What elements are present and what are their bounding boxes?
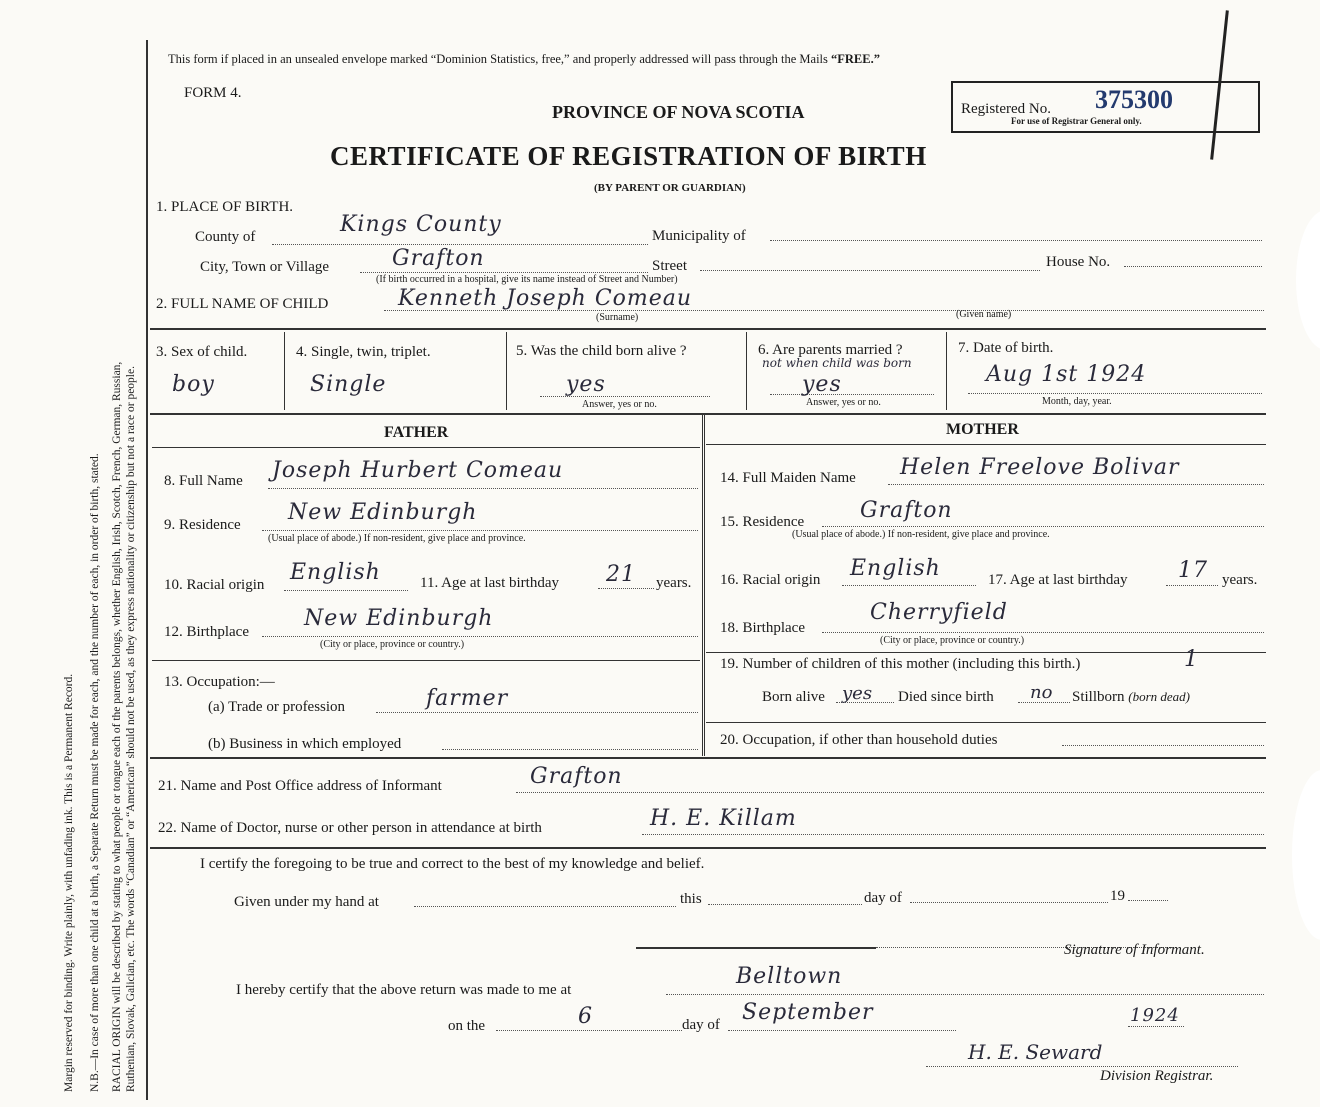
col-div-1 — [284, 332, 285, 410]
mother-children-label: 19. Number of children of this mother (including this birth.) — [720, 656, 1081, 672]
mother-birthplace-value: Cherryfield — [870, 600, 1008, 625]
registered-number: 375300 — [1095, 85, 1173, 114]
sex-label: 3. Sex of child. — [156, 344, 248, 360]
date-label: 7. Date of birth. — [958, 340, 1054, 356]
father-age-label: 11. Age at last birthday — [420, 575, 559, 591]
page-subtitle: (BY PARENT OR GUARDIAN) — [594, 182, 746, 194]
married-label: 6. Are parents married ? — [758, 342, 903, 358]
street-label: Street — [652, 258, 687, 274]
registrar-place-line — [666, 994, 1264, 995]
doctor-line — [642, 834, 1264, 835]
mother-age-line — [1166, 585, 1218, 586]
stillborn-note: (born dead) — [1128, 689, 1191, 704]
year-prefix: 19 — [1110, 888, 1125, 904]
margin-note-multiple-births: N.B.—In case of more than one child at a birth, a Separate Return must be made for each, and the number of each, in order of birth, stated. — [89, 453, 101, 1092]
city-value: Grafton — [392, 246, 485, 271]
county-line — [272, 244, 648, 245]
given-place-line — [414, 906, 676, 907]
father-trade-value: farmer — [426, 686, 509, 711]
father-occupation-label: 13. Occupation:— — [164, 674, 275, 690]
father-residence-note: (Usual place of abode.) If non-resident, give place and province. — [268, 533, 526, 544]
day-of2-label: day of — [682, 1017, 720, 1033]
child-name-label: 2. FULL NAME OF CHILD — [156, 296, 329, 312]
given-label: Given under my hand at — [234, 894, 379, 910]
stillborn-label: Stillborn (born dead) — [1072, 689, 1191, 705]
this-label: this — [680, 891, 702, 907]
mother-residence-note: (Usual place of abode.) If non-resident, give place and province. — [792, 529, 1050, 540]
registrar-year-value: 1924 — [1130, 1005, 1180, 1026]
alive-note: Answer, yes or no. — [582, 399, 657, 410]
born-alive-value: yes — [842, 683, 873, 704]
mail-notice: This form if placed in an unsealed envelope marked “Dominion Statistics, free,” and properly addressed will pass through the Mails “FREE.” — [168, 52, 880, 66]
mother-residence-value: Grafton — [860, 498, 953, 523]
father-birthplace-label: 12. Birthplace — [164, 624, 249, 640]
father-trade-line — [376, 712, 698, 713]
father-residence-label: 9. Residence — [164, 517, 241, 533]
father-birthplace-note: (City or place, province or country.) — [320, 639, 465, 650]
registrar-place-value: Belltown — [736, 964, 843, 989]
father-business-label: (b) Business in which employed — [208, 736, 402, 752]
edge-notch-top — [1296, 210, 1320, 350]
mother-birthplace-label: 18. Birthplace — [720, 620, 805, 636]
mother-age-value: 17 — [1178, 558, 1208, 583]
surname-note: (Surname) — [596, 312, 639, 323]
father-business-line — [442, 749, 698, 750]
married-remark: not when child was born — [762, 356, 912, 370]
mother-occupation-line — [1062, 745, 1264, 746]
registrar-text: I hereby certify that the above return was made to me at — [236, 982, 572, 998]
city-line — [360, 272, 648, 273]
mother-race-value: English — [850, 556, 941, 581]
col-div-2 — [506, 332, 507, 410]
married-value: yes — [802, 372, 842, 397]
father-heading: FATHER — [384, 424, 449, 441]
house-line — [1124, 266, 1262, 267]
mother-occupation-rule — [706, 722, 1266, 723]
mother-race-label: 16. Racial origin — [720, 572, 821, 588]
father-trade-label: (a) Trade or profession — [208, 699, 346, 715]
day-of-label: day of — [864, 890, 902, 906]
on-the-label: on the — [448, 1018, 486, 1034]
house-label: House No. — [1046, 254, 1111, 270]
married-note: Answer, yes or no. — [806, 397, 881, 408]
father-birthplace-line — [262, 636, 698, 637]
registered-label: Registered No. — [961, 101, 1051, 117]
mother-residence-label: 15. Residence — [720, 514, 805, 530]
registrar-title: Division Registrar. — [1100, 1068, 1214, 1084]
alive-value: yes — [566, 372, 606, 397]
registrar-month-value: September — [742, 1000, 874, 1025]
registrar-year-line — [1128, 1026, 1184, 1027]
place-of-birth-label: 1. PLACE OF BIRTH. — [156, 199, 294, 215]
margin-note-binding: Margin reserved for binding. Write plainly, with unfading ink. This is a Permanent Record. — [63, 673, 75, 1092]
father-occupation-rule — [152, 660, 700, 661]
born-alive-label: Born alive — [762, 689, 825, 705]
hospital-note: (If birth occurred in a hospital, give its name instead of Street and Number) — [376, 274, 678, 285]
father-name-label: 8. Full Name — [164, 473, 243, 489]
mother-heading: MOTHER — [946, 421, 1019, 438]
mother-children-rule — [706, 652, 1266, 653]
registrar-day-line — [496, 1030, 682, 1031]
registrar-note: For use of Registrar General only. — [1011, 116, 1142, 126]
mother-heading-rule — [706, 444, 1266, 445]
rule-certification-top — [150, 847, 1266, 849]
father-name-line — [268, 488, 698, 489]
mother-birthplace-note: (City or place, province or country.) — [880, 635, 1025, 646]
mother-age-unit: years. — [1222, 572, 1258, 588]
mother-birthplace-line — [822, 632, 1264, 633]
father-race-value: English — [290, 560, 381, 585]
died-value: no — [1030, 682, 1053, 703]
registrar-day-value: 6 — [578, 1004, 593, 1029]
given-month-line — [910, 902, 1108, 903]
county-label: County of — [195, 229, 256, 245]
informant-line — [516, 792, 1264, 793]
died-label: Died since birth — [898, 689, 994, 705]
plurality-value: Single — [310, 372, 387, 397]
father-race-label: 10. Racial origin — [164, 577, 265, 593]
plurality-label: 4. Single, twin, triplet. — [296, 344, 431, 360]
mother-race-line — [842, 585, 976, 586]
registrar-signature: H. E. Seward — [968, 1040, 1103, 1064]
given-day-line — [708, 904, 862, 905]
given-year-line — [1128, 900, 1168, 901]
col-div-3 — [746, 332, 747, 410]
father-age-unit: years. — [656, 575, 692, 591]
registrar-signature-line — [926, 1066, 1238, 1067]
rule-top — [150, 328, 1266, 330]
mother-children-value: 1 — [1184, 647, 1199, 672]
rule-informant-top — [150, 757, 1266, 759]
registrar-month-line — [728, 1030, 956, 1031]
informant-signature-label: Signature of Informant. — [1064, 942, 1205, 958]
mother-occupation-label: 20. Occupation, if other than household duties — [720, 732, 998, 748]
father-residence-line — [262, 530, 698, 531]
father-age-line — [598, 588, 654, 589]
married-line — [770, 394, 934, 395]
form-number: FORM 4. — [184, 85, 242, 101]
father-birthplace-value: New Edinburgh — [304, 606, 494, 631]
father-residence-value: New Edinburgh — [288, 500, 478, 525]
father-age-value: 21 — [606, 562, 636, 587]
municipality-line — [770, 240, 1262, 241]
father-name-value: Joseph Hurbert Comeau — [272, 458, 564, 483]
child-name-value: Kenneth Joseph Comeau — [398, 286, 693, 311]
edge-notch-bottom — [1292, 770, 1320, 940]
margin-rule — [146, 40, 148, 1100]
informant-label: 21. Name and Post Office address of Informant — [158, 778, 442, 794]
province-heading: PROVINCE OF NOVA SCOTIA — [552, 102, 805, 122]
mother-age-label: 17. Age at last birthday — [988, 572, 1128, 588]
given-name-note: (Given name) — [956, 309, 1012, 320]
informant-value: Grafton — [530, 764, 623, 789]
certify-text: I certify the foregoing to be true and correct to the best of my knowledge and belief. — [200, 856, 705, 872]
date-value: Aug 1st 1924 — [986, 362, 1147, 387]
col-div-4 — [946, 332, 947, 410]
street-line — [700, 270, 1040, 271]
father-race-line — [284, 590, 408, 591]
margin-note-racial-origin: RACIAL ORIGIN will be described by stating to what people or tongue each of the parents belongs, whether English, Irish, Scotch, French, German, Russian, — [111, 361, 123, 1092]
mother-residence-line — [822, 526, 1264, 527]
date-line — [968, 393, 1262, 394]
mother-name-line — [888, 484, 1264, 485]
doctor-label: 22. Name of Doctor, nurse or other person in attendance at birth — [158, 820, 542, 836]
municipality-label: Municipality of — [652, 228, 746, 244]
mother-name-label: 14. Full Maiden Name — [720, 470, 856, 486]
mother-name-value: Helen Freelove Bolivar — [900, 455, 1180, 480]
sex-value: boy — [172, 372, 215, 397]
doctor-value: H. E. Killam — [650, 806, 797, 831]
margin-note-nationality: Ruthenian, Slovak, Galician, etc. The words “Canadian” or “American” should not be used, as they express nationality or citizenship but not a race or people. — [125, 366, 137, 1092]
parents-divider — [702, 414, 705, 756]
county-value: Kings County — [340, 212, 502, 237]
father-heading-rule — [152, 447, 700, 448]
date-note: Month, day, year. — [1042, 396, 1112, 407]
informant-signature-line — [636, 947, 876, 949]
alive-label: 5. Was the child born alive ? — [516, 343, 687, 359]
page-title: CERTIFICATE OF REGISTRATION OF BIRTH — [330, 141, 927, 171]
rule-parents-top — [150, 413, 1266, 415]
city-label: City, Town or Village — [200, 259, 330, 275]
